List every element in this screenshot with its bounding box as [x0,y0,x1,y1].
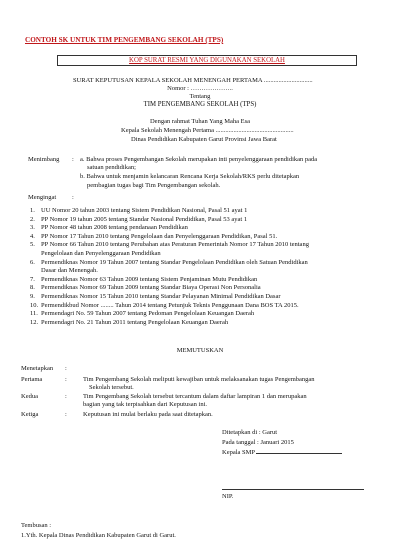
tembusan-label: Tembusan : [21,522,52,529]
signature-place: Ditetapkan di : Garut [222,429,278,436]
ketiga-text: Keputusan ini mulai berlaku pada saat ditetapkan. [83,411,213,418]
menimbang-point-a-cont: satuan pendidikan; [87,164,136,171]
decree-number: Nomor : ……………….. [167,85,233,92]
ketiga-colon: : [65,411,67,418]
decree-subject: TIM PENGEMBANG SEKOLAH (TPS) [143,101,257,108]
tembusan-item: 1.Yth. Kepala Dinas Pendidikan Kabupaten Garut di Garut. [21,532,176,539]
mengingat-label: Mengingat [28,194,57,201]
letterhead-label: KOP SURAT RESMI YANG DIGUNAKAN SEKOLAH [129,57,285,64]
pertama-text-cont: Sekolah tersebut. [89,384,134,391]
menimbang-label: Menimbang [28,156,60,163]
signature-date: Pada tanggal : Januari 2015 [222,439,294,446]
ketiga-label: Ketiga [21,411,39,418]
preamble-blessing: Dengan rahmat Tuhan Yang Maha Esa [149,118,251,125]
pertama-label: Pertama [21,376,43,383]
menimbang-point-b-cont: pembagian tugas bagi Tim Pengembangan sekolah. [87,182,221,189]
mengingat-colon: : [72,194,74,201]
legal-basis-list: 1. UU Nomor 20 tahun 2003 tentang Sistem Pendidikan Nasional, Pasal 51 ayat 1 2. PP Nomor 19 tahun 2005 tentang Standar Nasional Pendidikan, Pasal 53 ayat 1 3. PP Nomor 48 tahun 2008 tentang pendanaan Pendidikan 4. PP Nomor 17 Tahun 2010 tentang Pengelolaan dan Penyelenggaraan Pendidikan, Pasal 51. 5. PP Nomor 66 Tahun 2010 tentang Perubahan atas Peraturan Pemerintah Nomor 17 Tahun 2010 tentang Pengelolaan dan Penyelenggaraan Pendidikan 6. Permendiknas Nomor 19 Tahun 2007 tentang Standar Pengelolaan Pendidikan oleh Satuan Pendidikan Dasar dan Menengah. 7. Permendiknas Nomor 63 Tahun 2009 tentang Sistem Penjaminan Mutu Pendidikan 8. Permendiknas Nomor 69 Tahun 2009 tentang Standar Biaya Operasi Non Personalia 9. Permendiknas Nomor 15 Tahun 2010 tentang Standar Pelayanan Minimal Pendidikan Dasar 10. Permendikbud Nomor ........ Tahun 2014 tentang Petunjuk Teknis Penggunaan Dana BOS TA 2015. 11. Permendagri No. 59 Tahun 2007 tentang Pedoman Pengelolaan Keuangan Daerah 12. Permendagri No. 21 Tahun 2011 tentang Pengelolaan Keuangan Daerah [30,207,309,326]
decree-title: SURAT KEPUTUSAN KEPALA SEKOLAH MENENGAH PERTAMA .............................. [73,77,313,84]
menimbang-point-b: b. Bahwa untuk menjamin kelancaran Rencana Kerja Sekolah/RKS perlu ditetapkan [80,173,300,180]
signature-nip: NIP. [222,493,234,500]
menetapkan-colon: : [65,365,67,372]
preamble-principal: Kepala Sekolah Menengah Pertama ................................................ [121,127,294,134]
signature-title [222,448,342,457]
kedua-label: Kedua [21,393,38,400]
preamble-office: Dinas Pendidikan Kabupaten Garut Provinsi Jawa Barat [131,136,277,143]
menetapkan-label: Menetapkan [21,365,54,372]
kedua-text: Tim Pengembang Sekolah tersebut tercantum dalam daftar lampiran 1 dan merupakan [83,393,307,400]
document-heading: CONTOH SK UNTUK TIM PENGEMBANG SEKOLAH (TPS) [25,36,224,44]
kedua-text-cont: bagian yang tak terpisahkan dari Keputusan ini. [83,401,208,408]
decree-about-label: Tentang [189,93,211,100]
menimbang-colon: : [72,156,74,163]
pertama-colon: : [65,376,67,383]
signature-line [222,489,364,490]
pertama-text: Tim Pengembang Sekolah meliputi kewajiban untuk melaksanakan tugas Pengembangan [83,376,315,383]
signature-school-blank [256,448,342,454]
signature-title-label: Kepala SMP [222,449,255,456]
kedua-colon: : [65,393,67,400]
menimbang-point-a: a. Bahwa proses Pengembangan Sekolah merupakan inti penyelenggaraan pendidikan pada [80,156,318,163]
memutuskan-heading: MEMUTUSKAN [176,347,224,354]
letterhead-placeholder-box [57,55,357,66]
